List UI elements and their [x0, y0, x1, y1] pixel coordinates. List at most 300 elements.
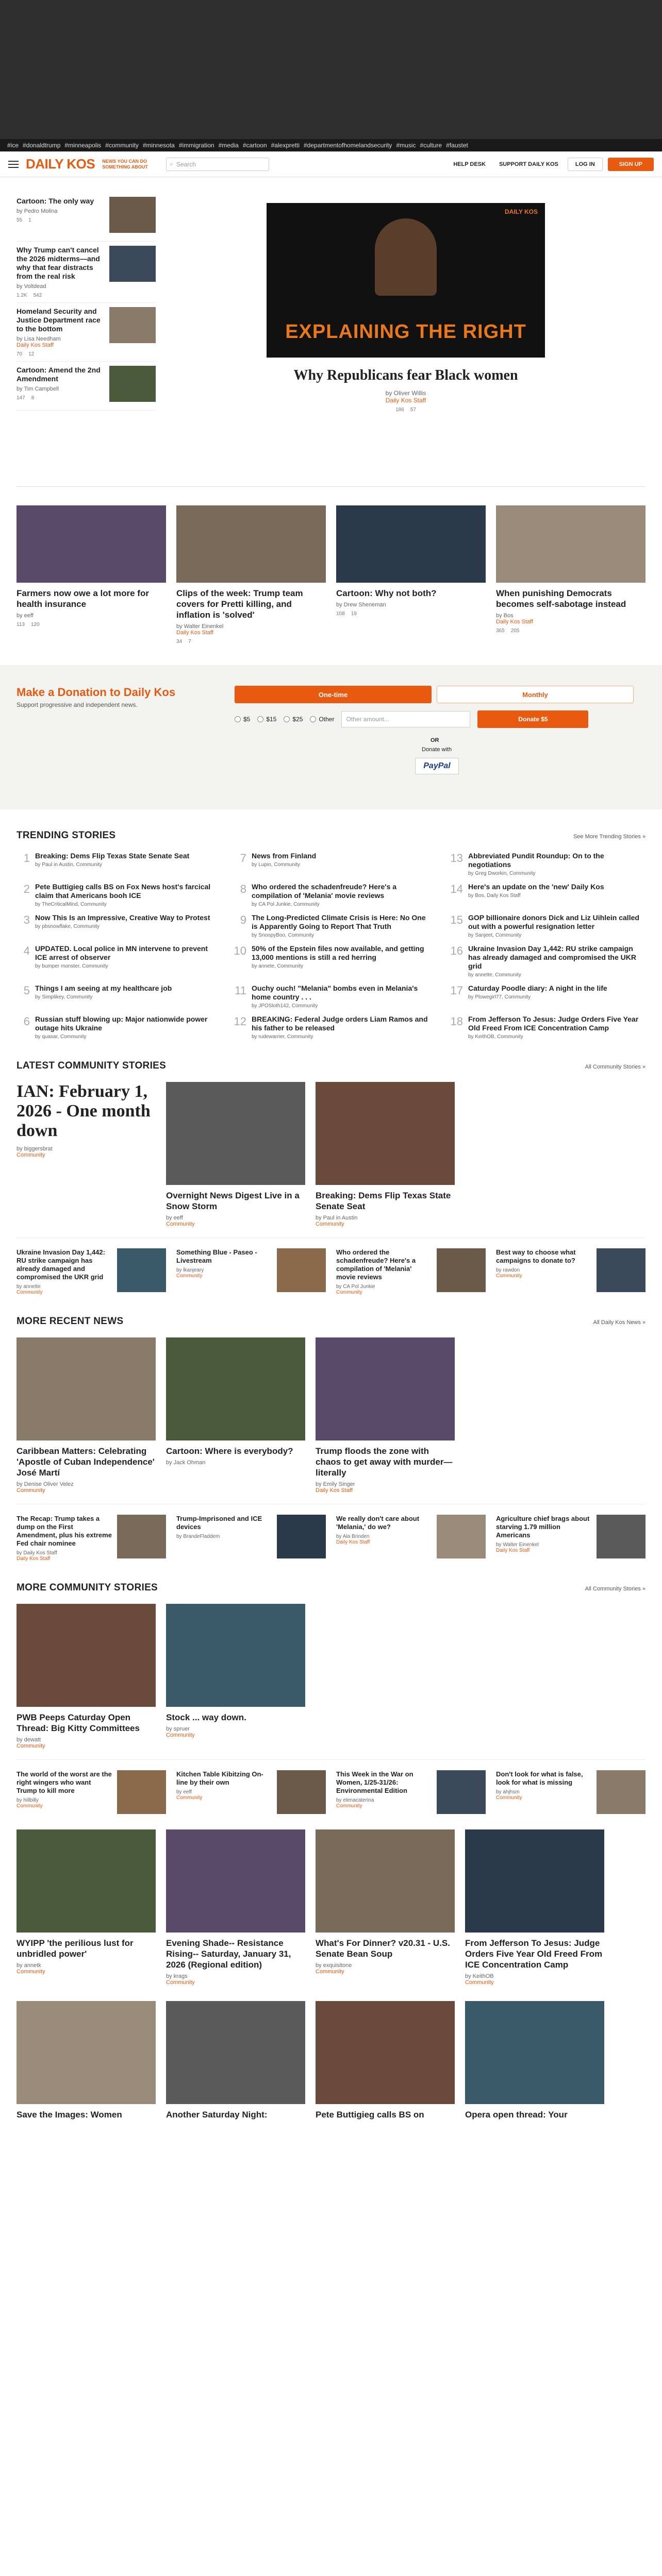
story-title[interactable]: Here's an update on the 'new' Daily Kos: [468, 883, 604, 891]
story-image[interactable]: [166, 1829, 305, 1933]
trending-item[interactable]: [16, 984, 212, 1009]
section-title: MORE RECENT NEWS: [16, 1316, 124, 1327]
story-title[interactable]: This Week in the War on Women, 1/25-31/26: Environmental Edition: [336, 1770, 413, 1794]
more-community-section: [16, 1562, 646, 2120]
trending-item[interactable]: [16, 944, 212, 978]
story-author[interactable]: by hillbilly: [16, 1798, 39, 1803]
tag-link[interactable]: #immigration: [178, 142, 214, 149]
story-sub: Community: [16, 1487, 45, 1494]
story-title[interactable]: Trump-Imprisoned and ICE devices: [176, 1515, 262, 1531]
story-title[interactable]: UPDATED. Local police in MN intervene to prevent ICE arrest of observer: [35, 944, 208, 961]
story-sub: Community: [316, 1969, 344, 1975]
trending-item[interactable]: [450, 883, 646, 907]
story-title[interactable]: Caribbean Matters: Celebrating 'Apostle of Cuban Independence' José Martí: [16, 1446, 155, 1478]
login-button[interactable]: LOG IN: [568, 158, 603, 171]
tag-link[interactable]: #culture: [420, 142, 442, 149]
amount-label: $5: [243, 716, 251, 723]
story-sub: Community: [166, 1732, 195, 1738]
story-image[interactable]: [117, 1770, 166, 1814]
story-sub: Daily Kos Staff: [316, 1487, 353, 1494]
trending-rank: 16: [450, 944, 463, 957]
story-author[interactable]: by Daily Kos Staff: [16, 1550, 57, 1556]
story-title[interactable]: Things I am seeing at my healthcare job: [35, 984, 172, 992]
comment-count[interactable]: 12: [28, 351, 35, 357]
search-input[interactable]: ⌕ Search: [166, 158, 269, 171]
trending-rank: 9: [240, 913, 246, 926]
story-image[interactable]: [597, 1770, 646, 1814]
story-title[interactable]: Farmers now owe a lot more for health insurance: [16, 588, 149, 609]
story-title[interactable]: 50% of the Epstein files now available, and getting 13,000 mentions is still a red herring: [252, 944, 424, 961]
comment-count[interactable]: 120: [30, 622, 40, 628]
story-title[interactable]: Ouchy ouch! "Melania" bombs even in Melania's home country . . .: [252, 984, 418, 1001]
story-author[interactable]: by Sanjeet, Community: [468, 933, 522, 938]
story-title[interactable]: Cartoon: Why not both?: [336, 588, 437, 598]
story-author[interactable]: by Lisa Needham: [16, 336, 61, 342]
story-author[interactable]: by Drew Sheneman: [336, 602, 386, 608]
story-author[interactable]: by krags: [166, 1973, 188, 1979]
trending-item[interactable]: [16, 883, 212, 907]
story-item[interactable]: [16, 1515, 166, 1562]
story-author[interactable]: by ahjhsm: [496, 1789, 520, 1795]
story-title[interactable]: Who ordered the schadenfreude? Here's a compilation of 'Melania' movie reviews: [252, 883, 397, 900]
trending-rank: 1: [23, 852, 30, 865]
trending-item[interactable]: [450, 944, 646, 978]
story-image[interactable]: [166, 1604, 305, 1707]
story-image[interactable]: [16, 1337, 156, 1440]
story-author[interactable]: by Ala Brinden: [336, 1534, 370, 1539]
story-author[interactable]: by bumper monster, Community: [35, 963, 108, 969]
story-author[interactable]: by CA Pol Junkie, Community: [252, 902, 320, 907]
story-title[interactable]: When punishing Democrats becomes self-sabotage instead: [496, 588, 626, 609]
comment-count[interactable]: 7: [188, 639, 191, 645]
story-author[interactable]: by Simplikey, Community: [35, 994, 93, 1000]
view-count: 1.2K: [16, 293, 27, 298]
story-title[interactable]: Overnight News Digest Live in a Snow Storm: [166, 1191, 300, 1211]
tag-link[interactable]: #music: [396, 142, 416, 149]
story-author[interactable]: by SnoopyBoo, Community: [252, 933, 315, 938]
story-image[interactable]: [16, 505, 166, 583]
trending-rank: 6: [23, 1015, 30, 1028]
story-author[interactable]: by Paul in Austin, Community: [35, 862, 103, 868]
story-title[interactable]: WYIPP 'the perilious lust for unbridled power': [16, 1938, 134, 1959]
story-author[interactable]: by eeff: [16, 613, 34, 619]
trending-item[interactable]: [450, 1015, 646, 1040]
trending-item[interactable]: [233, 944, 429, 978]
story-author[interactable]: by Tim Campbell: [16, 386, 59, 392]
amount-radio[interactable]: [284, 716, 303, 723]
other-amount-input[interactable]: Other amount...: [341, 711, 470, 727]
story-image[interactable]: [166, 1337, 305, 1440]
story-item[interactable]: [496, 1515, 646, 1562]
story-author[interactable]: by Denise Oliver Velez: [16, 1481, 74, 1487]
story-card[interactable]: [166, 2001, 305, 2120]
story-author[interactable]: by Paul in Austin: [316, 1215, 358, 1221]
story-image[interactable]: [109, 307, 156, 343]
story-item[interactable]: [336, 1248, 486, 1295]
story-title[interactable]: Who ordered the schadenfreude? Here's a compilation of 'Melania' movie reviews: [336, 1248, 416, 1281]
top-left-stories: [16, 193, 156, 486]
section-title: LATEST COMMUNITY STORIES: [16, 1060, 167, 1071]
story-title[interactable]: From Jefferson To Jesus: Judge Orders Five Year Old Freed From ICE Concentration Camp: [468, 1015, 639, 1032]
story-author[interactable]: by spruer: [166, 1726, 190, 1732]
story-title[interactable]: Homeland Security and Justice Department race to the bottom: [16, 307, 101, 333]
featured-title[interactable]: Why Republicans fear Black women: [293, 367, 518, 383]
story-author[interactable]: by Jack Ohman: [166, 1460, 206, 1466]
lead-story-sub: Community: [16, 1152, 45, 1158]
story-image[interactable]: [176, 505, 326, 583]
story-sub: Daily Kos Staff: [16, 1556, 51, 1562]
story-image[interactable]: [117, 1248, 166, 1292]
story-image[interactable]: [277, 1515, 326, 1558]
story-author[interactable]: by BrandeFladdem: [176, 1534, 220, 1539]
story-image[interactable]: [277, 1248, 326, 1292]
view-count: 70: [16, 351, 23, 357]
featured-author[interactable]: by Oliver Willis: [385, 389, 426, 397]
story-item[interactable]: [336, 1515, 486, 1562]
story-author[interactable]: by Emily Singer: [316, 1481, 355, 1487]
trending-item[interactable]: [233, 984, 429, 1009]
story-card[interactable]: [336, 505, 486, 645]
story-title[interactable]: The world of the worst are the right wingers who want Trump to kill more: [16, 1770, 112, 1794]
amount-label: $25: [292, 716, 303, 723]
one-time-tab[interactable]: One-time: [235, 686, 432, 703]
featured-story[interactable]: [166, 193, 646, 486]
story-card[interactable]: [465, 2001, 604, 2120]
story-author[interactable]: by Walter Einenkel: [496, 1542, 539, 1548]
story-card[interactable]: [166, 1829, 305, 1986]
story-title[interactable]: Abbreviated Pundit Roundup: On to the negotiations: [468, 852, 604, 869]
comment-count[interactable]: 8: [31, 395, 35, 401]
trending-rank: 15: [450, 913, 463, 926]
comment-count[interactable]: 1: [28, 217, 31, 223]
story-image[interactable]: [465, 1829, 604, 1933]
site-logo[interactable]: DAILY KOS: [26, 156, 95, 172]
donate-panel: [0, 665, 662, 809]
story-image[interactable]: [597, 1515, 646, 1558]
trending-rank: 17: [450, 984, 463, 997]
story-image[interactable]: [16, 1604, 156, 1707]
trending-item[interactable]: [16, 913, 212, 938]
story-item[interactable]: [16, 1248, 166, 1295]
tag-link[interactable]: #community: [105, 142, 139, 149]
story-author[interactable]: by Walter Einenkel: [176, 623, 224, 630]
tag-link[interactable]: #ice: [7, 142, 19, 149]
story-sub: Community: [496, 1273, 522, 1279]
story-sub: Community: [176, 1273, 203, 1279]
featured-banner: EXPLAINING THE RIGHT: [285, 321, 526, 343]
story-title[interactable]: Trump floods the zone with chaos to get away with murder—literally: [316, 1446, 453, 1478]
trending-item[interactable]: [233, 852, 429, 876]
story-card[interactable]: [176, 505, 326, 645]
story-card[interactable]: [166, 1604, 305, 1749]
story-title[interactable]: Pete Buttigieg calls BS on Fox News host's farcical claim that Americans booh ICE: [35, 883, 211, 900]
story-image[interactable]: [166, 1082, 305, 1185]
story-image[interactable]: [437, 1770, 486, 1814]
story-sub: Community: [496, 1795, 522, 1801]
view-count: 147: [16, 395, 25, 401]
staff-label: Daily Kos Staff: [496, 619, 533, 625]
donate-with-label: Donate with: [422, 747, 452, 753]
story-sub: Community: [336, 1803, 362, 1809]
story-item[interactable]: [336, 1770, 486, 1814]
story-image[interactable]: [336, 505, 486, 583]
staff-label: Daily Kos Staff: [16, 342, 54, 348]
amount-label: Other: [319, 716, 335, 723]
story-image[interactable]: [437, 1248, 486, 1292]
story-title[interactable]: From Jefferson To Jesus: Judge Orders Five Year Old Freed From ICE Concentration Camp: [465, 1938, 603, 1970]
story-image[interactable]: [465, 2001, 604, 2104]
story-author[interactable]: by lkanjeary: [176, 1267, 204, 1273]
story-sub: Daily Kos Staff: [496, 1548, 530, 1553]
view-count: 55: [16, 217, 23, 223]
story-card[interactable]: [465, 1829, 604, 1986]
story-title[interactable]: Save the Images: Women: [16, 2110, 122, 2120]
story-title[interactable]: News from Finland: [252, 852, 317, 860]
amount-radio[interactable]: [235, 716, 250, 723]
story-card[interactable]: [316, 1829, 455, 1986]
story-author[interactable]: by Bos, Daily Kos Staff: [468, 893, 521, 899]
story-title[interactable]: Russian stuff blowing up: Major nationwide power outage hits Ukraine: [35, 1015, 208, 1032]
trending-item[interactable]: [450, 984, 646, 1009]
view-count: 113: [16, 622, 25, 628]
menu-icon[interactable]: [8, 161, 19, 168]
story-title[interactable]: Clips of the week: Trump team covers for Pretti killing, and inflation is 'solved': [176, 588, 303, 620]
story-item[interactable]: [16, 193, 156, 242]
story-title[interactable]: Don't look for what is false, look for what is missing: [496, 1770, 583, 1786]
featured-image[interactable]: [267, 203, 545, 358]
story-item[interactable]: [176, 1515, 326, 1562]
story-title[interactable]: Ukraine Invasion Day 1,442: RU strike campaign has already damaged and compromised the UKR grid: [16, 1248, 105, 1281]
story-author[interactable]: by pbsnowflake, Community: [35, 924, 100, 929]
story-item[interactable]: [496, 1248, 646, 1295]
story-title[interactable]: Pete Buttigieg calls BS on: [316, 2110, 424, 2120]
comment-count[interactable]: 57: [410, 407, 416, 413]
trending-item[interactable]: [233, 913, 429, 938]
tag-link[interactable]: #cartoon: [242, 142, 267, 149]
story-image[interactable]: [109, 197, 156, 233]
story-author[interactable]: by annette: [16, 1284, 41, 1290]
comment-count[interactable]: 205: [510, 628, 520, 634]
trending-item[interactable]: [16, 852, 212, 876]
story-image[interactable]: [316, 1082, 455, 1185]
see-more-link[interactable]: All Community Stories »: [585, 1064, 646, 1070]
story-card[interactable]: [16, 1829, 156, 1986]
monthly-tab[interactable]: Monthly: [437, 686, 634, 703]
story-title[interactable]: Ukraine Invasion Day 1,442: RU strike campaign has already damaged and compromised the UKR grid: [468, 944, 636, 970]
comment-count[interactable]: 19: [351, 611, 357, 617]
story-card[interactable]: [16, 505, 166, 645]
trending-rank: 14: [450, 883, 463, 895]
donate-subtitle: Support progressive and independent news.: [16, 701, 138, 708]
story-sub: Community: [16, 1969, 45, 1975]
story-image[interactable]: [117, 1515, 166, 1558]
story-image[interactable]: [16, 1829, 156, 1933]
story-title[interactable]: Breaking: Dems Flip Texas State Senate Seat: [316, 1191, 451, 1211]
story-image[interactable]: [437, 1515, 486, 1558]
trending-item[interactable]: [450, 852, 646, 876]
story-image[interactable]: [109, 366, 156, 402]
story-author[interactable]: by KeithOB, Community: [468, 1034, 523, 1040]
paypal-button[interactable]: PayPal: [415, 758, 459, 774]
story-title[interactable]: PWB Peeps Caturday Open Thread: Big Kitty Committees: [16, 1713, 140, 1733]
story-card[interactable]: [16, 2001, 156, 2120]
tag-link[interactable]: #donaldtrump: [23, 142, 61, 149]
story-sub: Community: [465, 1979, 494, 1986]
story-sub: Community: [16, 1290, 43, 1295]
story-author[interactable]: by annette, Community: [468, 972, 521, 978]
story-author[interactable]: by exquisitone: [316, 1962, 352, 1969]
story-title[interactable]: What's For Dinner? v20.31 - U.S. Senate Bean Soup: [316, 1938, 450, 1959]
story-title[interactable]: Stock ... way down.: [166, 1713, 246, 1722]
signup-button[interactable]: SIGN UP: [608, 158, 654, 171]
story-author[interactable]: by dewatt: [16, 1737, 41, 1743]
story-image[interactable]: [16, 2001, 156, 2104]
trending-item[interactable]: [233, 1015, 429, 1040]
story-title[interactable]: BREAKING: Federal Judge orders Liam Ramos and his father to be released: [252, 1015, 428, 1032]
story-title[interactable]: Another Saturday Night:: [166, 2110, 268, 2120]
story-item[interactable]: [16, 303, 156, 362]
story-title[interactable]: GOP billionaire donors Dick and Liz Uihlein called out with a powerful resignation letter: [468, 913, 639, 930]
story-sub: Community: [166, 1221, 195, 1227]
story-title[interactable]: Cartoon: The only way: [16, 197, 94, 205]
lead-story-author[interactable]: by biggersbrat: [16, 1146, 53, 1152]
amount-label: $15: [266, 716, 277, 723]
trending-rank: 4: [23, 944, 30, 957]
tag-link[interactable]: #media: [218, 142, 239, 149]
story-title[interactable]: We really don't care about 'Melania,' do we?: [336, 1515, 420, 1531]
story-author[interactable]: by elenacaterina: [336, 1798, 374, 1803]
see-more-link[interactable]: All Daily Kos News »: [593, 1319, 646, 1326]
story-item[interactable]: [16, 242, 156, 303]
story-title[interactable]: Best way to choose what campaigns to donate to?: [496, 1248, 576, 1264]
story-item[interactable]: [16, 362, 156, 411]
tag-link[interactable]: #alexpretti: [271, 142, 300, 149]
story-author[interactable]: by Greg Dworkin, Community: [468, 871, 536, 876]
section-title: MORE COMMUNITY STORIES: [16, 1582, 158, 1593]
tag-link[interactable]: #departmentofhomelandsecurity: [304, 142, 392, 149]
story-author[interactable]: by Pedro Molina: [16, 208, 58, 214]
story-card[interactable]: [166, 1082, 305, 1227]
story-author[interactable]: by JPOSloth142, Community: [252, 1003, 318, 1009]
story-card[interactable]: [316, 2001, 455, 2120]
story-image[interactable]: [316, 1829, 455, 1933]
story-author[interactable]: by annete, Community: [252, 963, 304, 969]
lead-story[interactable]: [16, 1082, 156, 1227]
story-image[interactable]: [316, 1337, 455, 1440]
story-author[interactable]: by Voltdead: [16, 283, 46, 290]
story-item[interactable]: [16, 1770, 166, 1814]
featured-staff: Daily Kos Staff: [385, 397, 426, 404]
story-author[interactable]: by rawdon: [496, 1267, 520, 1273]
story-card[interactable]: [166, 1337, 305, 1494]
trending-rank: 7: [240, 852, 246, 865]
trending-item[interactable]: [233, 883, 429, 907]
recent-news-section: [16, 1295, 646, 1562]
story-title[interactable]: Caturday Poodle diary: A night in the life: [468, 984, 607, 992]
story-title[interactable]: Cartoon: Amend the 2nd Amendment: [16, 366, 101, 383]
story-image[interactable]: [316, 2001, 455, 2104]
trending-rank: 2: [23, 883, 30, 895]
help-desk-link[interactable]: HELP DESK: [453, 161, 486, 167]
story-author[interactable]: by eeff: [176, 1789, 192, 1795]
view-count: 108: [336, 611, 345, 617]
story-title[interactable]: Breaking: Dems Flip Texas State Senate Seat: [35, 852, 190, 860]
lead-story-title[interactable]: IAN: February 1, 2026 - One month down: [16, 1082, 151, 1140]
story-row: [16, 486, 646, 665]
latest-community-section: [16, 1040, 646, 1295]
trending-rank: 11: [235, 984, 246, 997]
story-author[interactable]: by rudewarrier, Community: [252, 1034, 313, 1040]
story-image[interactable]: [109, 246, 156, 282]
story-title[interactable]: Now This Is an Impressive, Creative Way to Protest: [35, 913, 210, 922]
tag-link[interactable]: #minnesota: [142, 142, 175, 149]
section-title: TRENDING STORIES: [16, 830, 116, 841]
story-author[interactable]: by Bos: [496, 613, 514, 619]
trending-rank: 18: [450, 1015, 463, 1028]
story-title[interactable]: The Recap: Trump takes a dump on the First Amendment, plus his extreme Fed chair nominee: [16, 1515, 112, 1547]
trending-item[interactable]: [450, 913, 646, 938]
trending-item[interactable]: [16, 1015, 212, 1040]
donate-title: Make a Donation to Daily Kos: [16, 686, 176, 699]
story-item[interactable]: [176, 1770, 326, 1814]
story-image[interactable]: [597, 1248, 646, 1292]
tag-link[interactable]: #faustet: [446, 142, 468, 149]
story-title[interactable]: Why Trump can't cancel the 2026 midterms—and why that fear distracts from the real risk: [16, 246, 100, 280]
story-sub: Community: [316, 1221, 344, 1227]
story-item[interactable]: [496, 1770, 646, 1814]
see-more-link[interactable]: All Community Stories »: [585, 1586, 646, 1592]
tag-bar: [0, 139, 662, 151]
story-sub: Daily Kos Staff: [336, 1539, 370, 1545]
story-image[interactable]: [496, 505, 646, 583]
story-card[interactable]: [316, 1082, 455, 1227]
trending-rank: 5: [23, 984, 30, 997]
story-author[interactable]: by CA Pol Junkie: [336, 1284, 375, 1290]
story-image[interactable]: [277, 1770, 326, 1814]
story-image[interactable]: [166, 2001, 305, 2104]
story-card[interactable]: [16, 1604, 156, 1749]
story-title[interactable]: Kitchen Table Kibitzing On-line by their own: [176, 1770, 263, 1786]
story-author[interactable]: by quasar, Community: [35, 1034, 87, 1040]
story-item[interactable]: [176, 1248, 326, 1295]
amount-radio[interactable]: [257, 716, 276, 723]
story-title[interactable]: The Long-Predicted Climate Crisis is Here: No One is Apparently Going to Report That Truth: [252, 913, 426, 930]
story-title[interactable]: Evening Shade-- Resistance Rising-- Saturday, January 31, 2026 (Regional edition): [166, 1938, 291, 1970]
view-count: 186: [395, 407, 404, 413]
story-title[interactable]: Agriculture chief brags about starving 1.79 million Americans: [496, 1515, 590, 1539]
donate-button[interactable]: Donate $5: [477, 710, 588, 728]
tag-link[interactable]: #minneapolis: [64, 142, 102, 149]
story-author[interactable]: by TheCriticalMind, Community: [35, 902, 107, 907]
story-title[interactable]: Opera open thread: Your: [465, 2110, 568, 2120]
support-link[interactable]: SUPPORT DAILY KOS: [499, 161, 558, 167]
story-card[interactable]: [496, 505, 646, 645]
story-author[interactable]: by annetk: [16, 1962, 41, 1969]
story-author[interactable]: by Plowegirl77, Community: [468, 994, 531, 1000]
comment-count[interactable]: 542: [33, 293, 42, 298]
story-author[interactable]: by KeithOB: [465, 1973, 494, 1979]
featured-brand: DAILY KOS: [504, 208, 538, 215]
story-author[interactable]: by Lupin, Community: [252, 862, 300, 868]
story-card[interactable]: [16, 1337, 156, 1494]
story-card[interactable]: [316, 1337, 455, 1494]
see-more-link[interactable]: See More Trending Stories »: [573, 834, 646, 840]
amount-radio[interactable]: [310, 716, 334, 723]
search-icon: ⌕: [170, 160, 173, 167]
story-author[interactable]: by eeff: [166, 1215, 183, 1221]
story-title[interactable]: Something Blue - Paseo - Livestream: [176, 1248, 257, 1264]
story-title[interactable]: Cartoon: Where is everybody?: [166, 1446, 293, 1456]
